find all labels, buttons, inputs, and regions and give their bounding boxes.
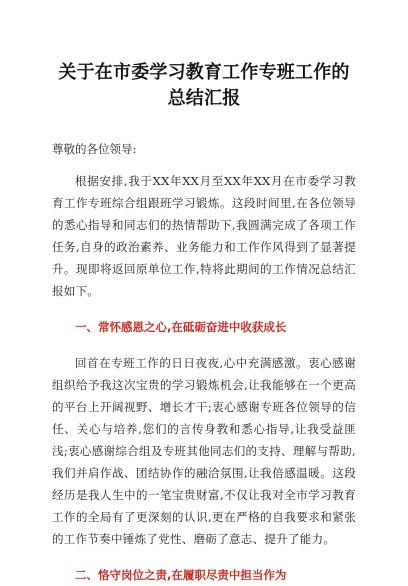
section-heading-1: 一、常怀感恩之心,在砥砺奋进中收获成长	[75, 320, 287, 334]
section-paragraph-1: 回首在专班工作的日日夜夜,心中充满感激。衷心感谢组织给予我这次宝贵的学习锻炼机会,让我能够在一个更高的平台上开阔视野、增长才干;衷心感谢专班各位领导的信任、关心与培养,您们的言传身教和悉心指导,让我受益匪浅;衷心感谢综合组及专班其他同志们的支持、理解与帮助,我们并肩作战、团结协作的融洽氛围,让我倍感温暖。这段经历是我人生中的一笔宝贵财富,不仅让我对全市学习教育工作的全局有了更深刻的认识,更在严格的自我要求和紧张的工作节奏中锤炼了党性、磨砺了意志、提升了能力。	[52, 356, 356, 546]
document-title: 关于在市委学习教育工作专班工作的总结汇报	[58, 62, 350, 109]
section-heading-2: 二、恪守岗位之责,在履职尽责中担当作为	[75, 568, 287, 582]
salutation: 尊敬的各位领导:	[52, 142, 137, 156]
intro-paragraph: 根据安排,我于XX年XX月至XX年XX月在市委学习教育工作专班综合组跟班学习锻炼。这段时间里,在各位领导的悉心指导和同志们的热情帮助下,我圆满完成了各项工作任务,自身的政治素养、业务能力和工作作风得到了显著提升。现即将返回原单位工作,特将此期间的工作情况总结汇报如下。	[52, 174, 356, 298]
